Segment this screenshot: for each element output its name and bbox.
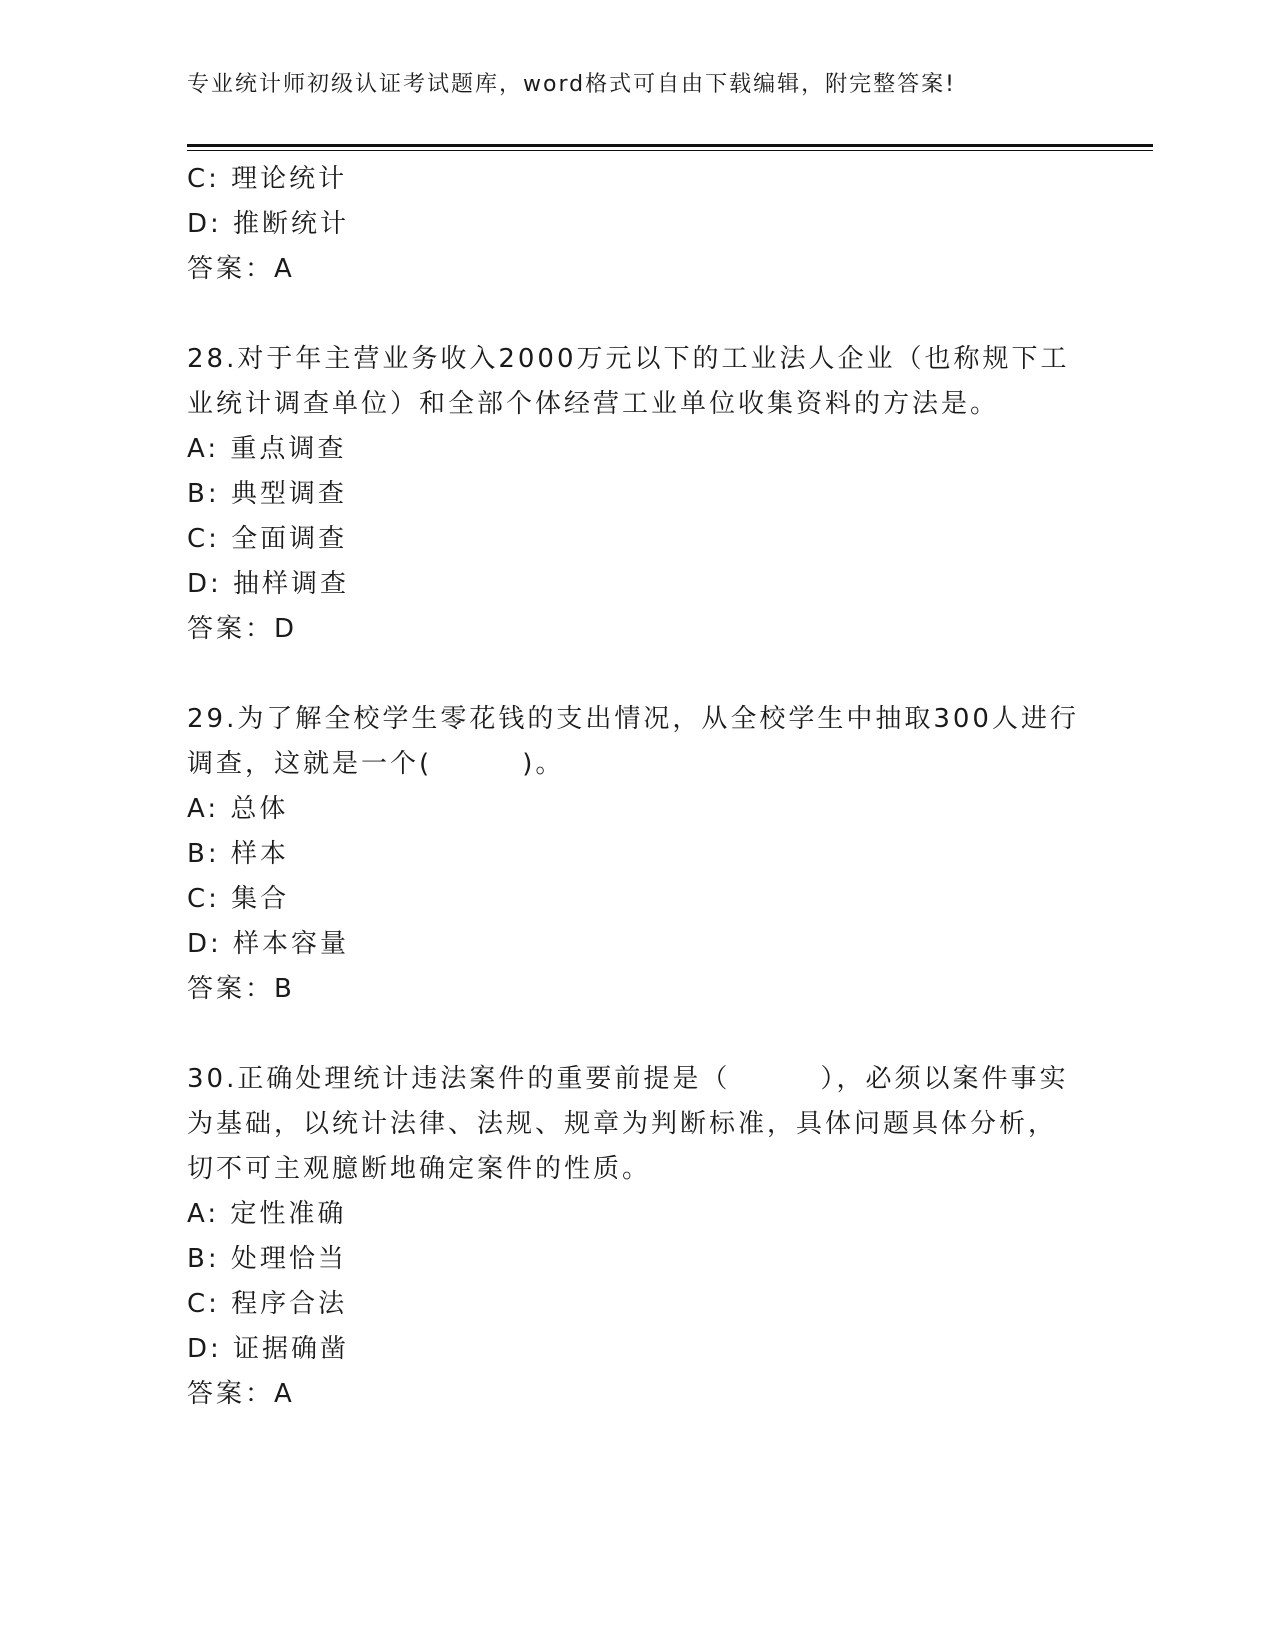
answer: 答案：A <box>187 1379 295 1409</box>
option: C: 理论统计 <box>187 164 348 194</box>
option: C: 程序合法 <box>187 1289 348 1319</box>
answer: 答案：D <box>187 614 298 644</box>
option: D: 证据确凿 <box>187 1334 350 1364</box>
option: A: 总体 <box>187 794 289 824</box>
option: D: 样本容量 <box>187 929 350 959</box>
header-rule <box>187 144 1153 151</box>
option: A: 重点调查 <box>187 434 347 464</box>
question-stem: 调查，这就是一个( )。 <box>187 749 565 779</box>
option: B: 样本 <box>187 839 289 869</box>
option: D: 推断统计 <box>187 209 350 239</box>
option: A: 定性准确 <box>187 1199 347 1229</box>
page-header: 专业统计师初级认证考试题库，word格式可自由下载编辑，附完整答案! <box>187 72 956 97</box>
question-stem: 业统计调查单位）和全部个体经营工业单位收集资料的方法是。 <box>187 389 1000 419</box>
question-content <box>187 157 1087 1417</box>
option: C: 全面调查 <box>187 524 348 554</box>
option: B: 典型调查 <box>187 479 347 509</box>
answer: 答案：B <box>187 974 295 1004</box>
option: B: 处理恰当 <box>187 1244 347 1274</box>
question-stem: 为基础，以统计法律、法规、规章为判断标准，具体问题具体分析， <box>187 1109 1058 1139</box>
question-stem: 切不可主观臆断地确定案件的性质。 <box>187 1154 652 1184</box>
question-stem: 29.为了解全校学生零花钱的支出情况，从全校学生中抽取300人进行 <box>187 704 1079 734</box>
answer: 答案：A <box>187 254 295 284</box>
question-stem: 28.对于年主营业务收入2000万元以下的工业法人企业（也称规下工 <box>187 344 1070 374</box>
option: D: 抽样调查 <box>187 569 350 599</box>
option: C: 集合 <box>187 884 290 914</box>
question-stem: 30.正确处理统计违法案件的重要前提是（ ），必须以案件事实 <box>187 1064 1069 1094</box>
